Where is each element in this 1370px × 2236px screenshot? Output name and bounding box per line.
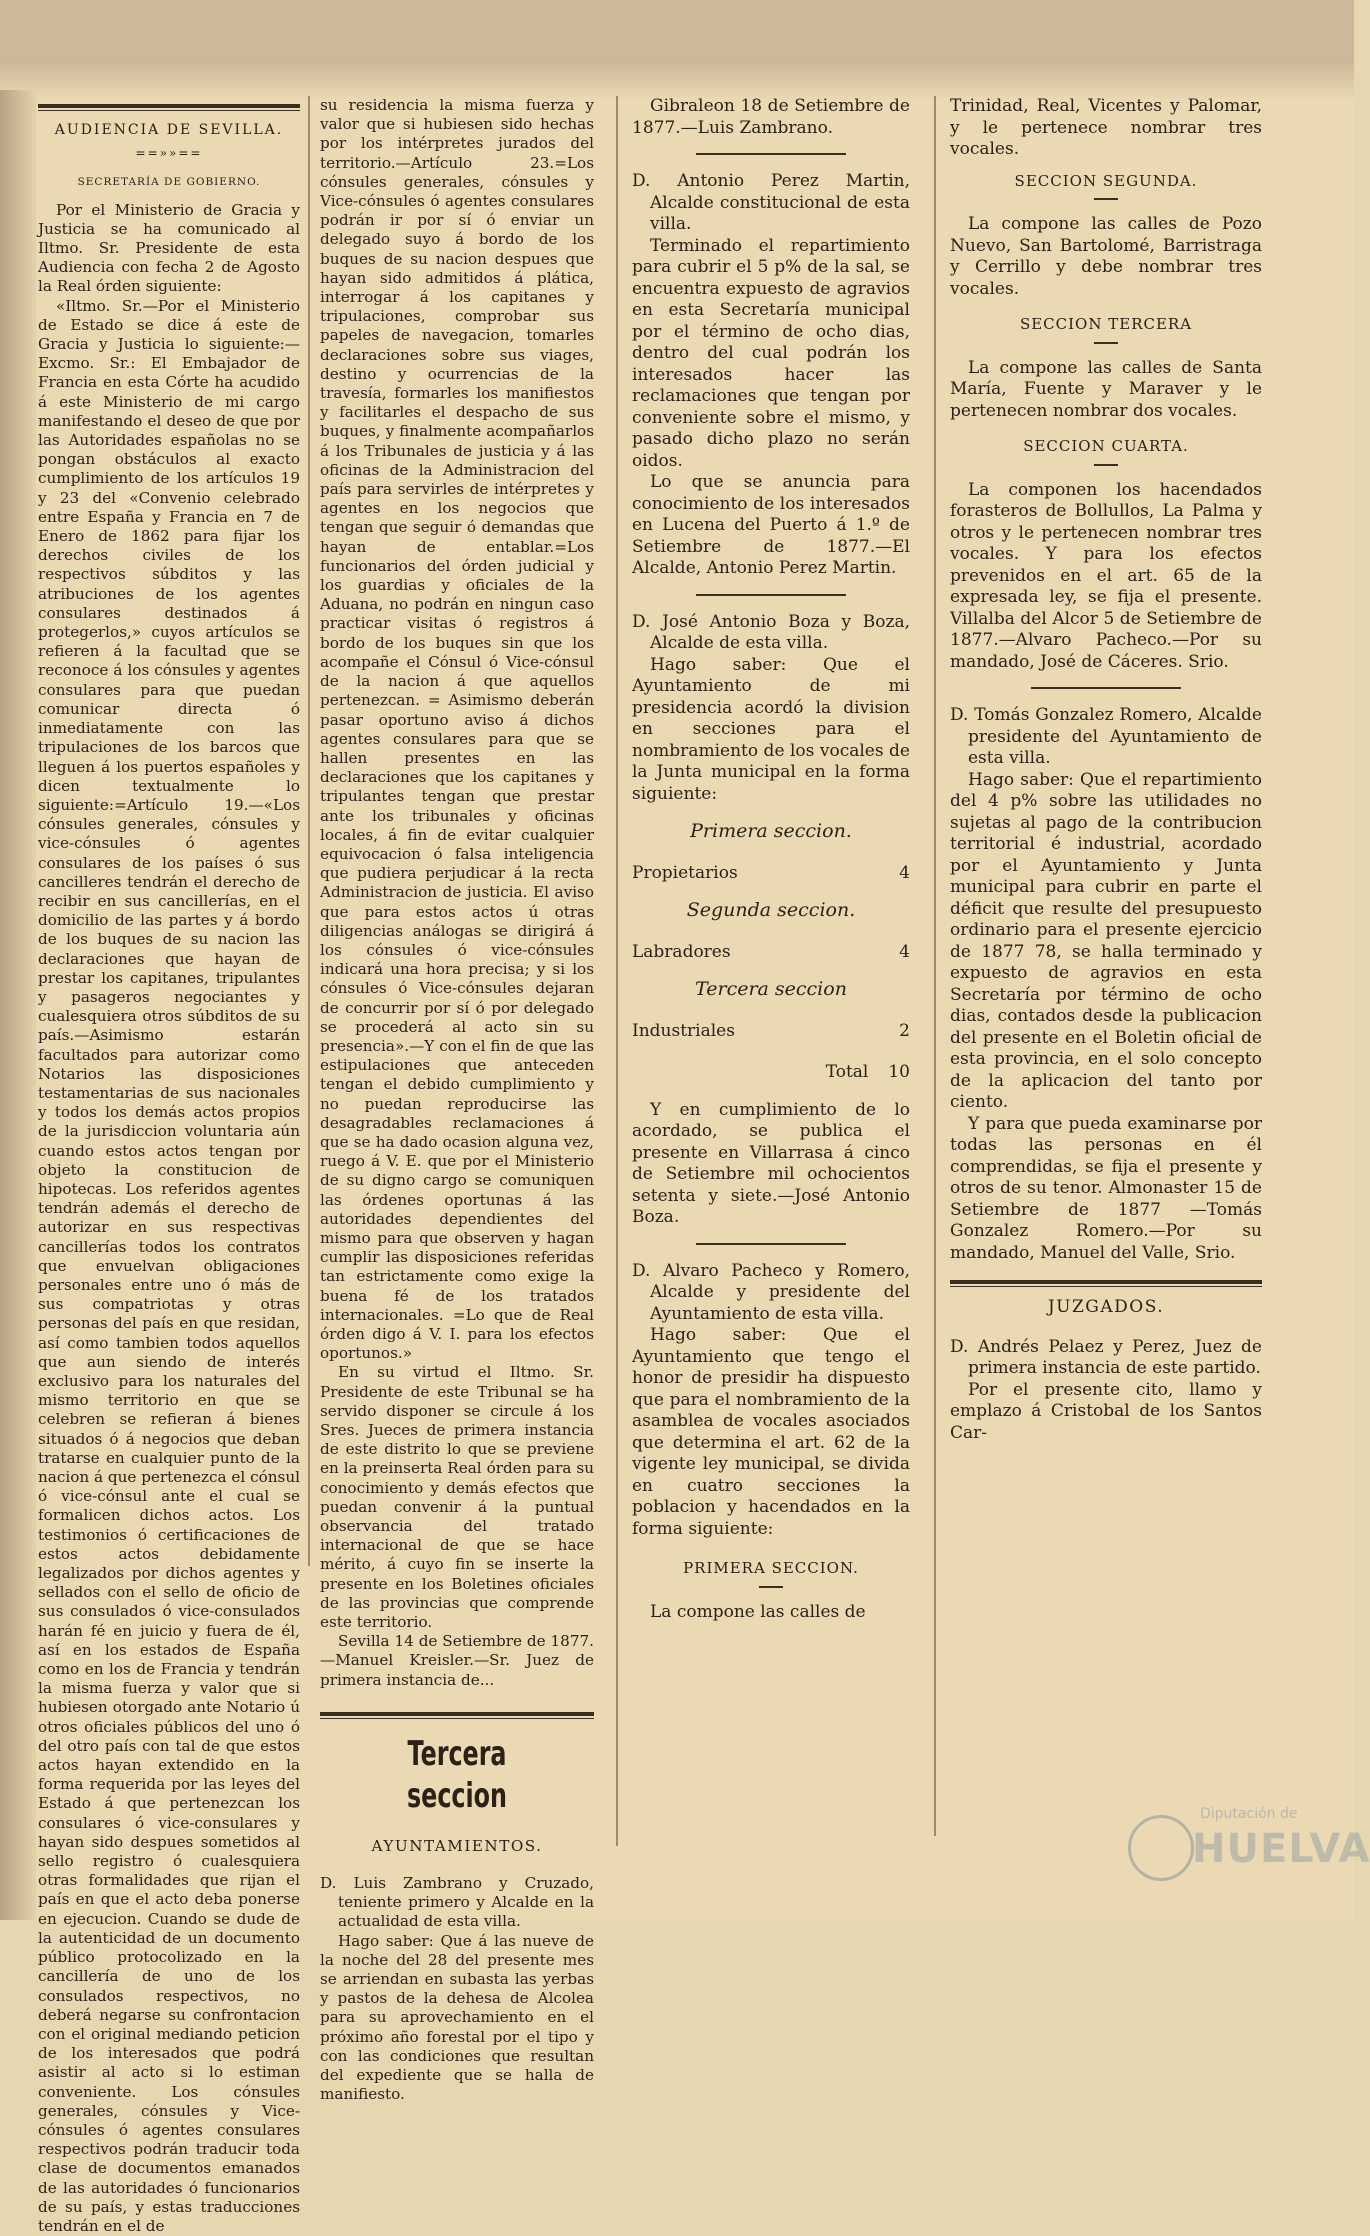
tercera-seccion-text: La compone las calles de Santa María, Fuente y Maraver y le pertenecen nombrar dos vocales. bbox=[950, 357, 1262, 421]
primera-seccion-continued: Trinidad, Real, Vicentes y Palomar, y le pertenece nombrar tres vocales. bbox=[950, 96, 1262, 159]
section-label: Labradores bbox=[632, 941, 731, 962]
title-ornament: ==»»== bbox=[135, 146, 203, 161]
segunda-seccion-text: La compone las calles de Pozo Nuevo, San Bartolomé, Barristraga y Cerrillo y debe nombrar tres vocales. bbox=[950, 214, 1262, 299]
juzgados-heading: JUZGADOS. bbox=[1047, 1297, 1165, 1317]
gonzalez-heading: D. Tomás Gonzalez Romero, Alcalde presidente del Ayuntamiento de esta villa. bbox=[950, 705, 1262, 768]
paper-shadow bbox=[0, 60, 1354, 100]
column-2 bbox=[320, 96, 594, 2104]
primera-seccion-heading: PRIMERA SECCION. bbox=[683, 1559, 859, 1577]
column-3 bbox=[632, 96, 910, 1911]
audiencia-title: AUDIENCIA DE SEVILLA. bbox=[54, 122, 284, 138]
heading-dash bbox=[1094, 198, 1118, 200]
top-rule-thin bbox=[38, 110, 300, 111]
section-label: Industriales bbox=[632, 1020, 735, 1041]
zambrano-notice: Hago saber: Que á las nueve de la noche del 28 del presente mes se arriendan en subasta las yerbas y pastos de la dehesa de Alcolea para su aprovechamiento en el próximo año forestal por el tipo y con las condiciones que resultan del expediente que se halla de manifiesto. bbox=[320, 1931, 594, 2104]
notice-separator bbox=[696, 153, 846, 155]
segunda-seccion-heading: SECCION SEGUNDA. bbox=[1014, 171, 1198, 190]
notice-separator bbox=[696, 1243, 846, 1245]
gonzalez-notice: Hago saber: Que el repartimiento del 4 p% sobre las utilidades no sujetas al pago de la contribucion territorial é industrial, acordado por el Ayuntamiento y Junta municipal para cubrir en parte el déficit que resulte del presupuesto ordinario para el presente ejercicio de 1877 78, se halla terminado y expuesto de agravios en esta Secretaría por término de ocho dias, contados desde la publicacion del presente en el Boletin oficial de esta provincia, en el solo concepto de la aplicacion del tanto por ciento. bbox=[950, 769, 1262, 1112]
pelaez-notice: Por el presente cito, llamo y emplazo á Cristobal de los Santos Car- bbox=[950, 1379, 1262, 1443]
section-row bbox=[632, 942, 910, 964]
column-rule bbox=[616, 96, 618, 1846]
primera-seccion-text: La compone las calles de bbox=[650, 1601, 866, 1622]
secretaria-subtitle: SECRETARÍA DE GOBIERNO. bbox=[77, 176, 261, 189]
section-title: Segunda seccion. bbox=[686, 899, 856, 921]
section-rule bbox=[320, 1712, 594, 1716]
section-rule-thin bbox=[950, 1286, 1262, 1287]
section-heading: Tercera seccion bbox=[407, 1733, 507, 1816]
section-value: 4 bbox=[899, 941, 910, 962]
gonzalez-closing: Y para que pueda examinarse por todas las personas en él comprendidas, se fija el presente y otros de su tenor. Almonaster 15 de Setiembre de 1877 —Tomás Gonzalez Romero.—Por su mandado, Manuel del Valle, Srio. bbox=[950, 1113, 1262, 1263]
seal-icon bbox=[1128, 1815, 1194, 1881]
section-row bbox=[632, 1021, 910, 1043]
section-title: Primera seccion. bbox=[690, 820, 852, 842]
audiencia-circular: En su virtud el Iltmo. Sr. Presidente de este Tribunal se ha servido disponer se circule á los Sres. Jueces de primera instancia de este distrito lo que se previene en la preinserta Real órden para su conocimiento y demás efectos que puedan convenir á la puntual observancia del tratado internacional de que se hace mérito, á cuyo fin se inserte la presente en los Boletines oficiales de las provincias que comprende este territorio. bbox=[320, 1363, 594, 1632]
zambrano-signature: Gibraleon 18 de Setiembre de 1877.—Luis Zambrano. bbox=[632, 96, 910, 138]
section-rule-thin bbox=[320, 1718, 594, 1719]
cuarta-seccion-text: La componen los hacendados forasteros de Bollullos, La Palma y otros y le pertenecen nombrar tres vocales. Y para los efectos prevenidos en el art. 65 de la expresada ley, se fija el presente. Villalba del Alcor 5 de Setiembre de 1877.—Alvaro Pacheco.—Por su mandado, José de Cáceres. Srio. bbox=[950, 479, 1262, 672]
watermark-small: Diputación de bbox=[1200, 1806, 1298, 1822]
heading-dash bbox=[1094, 342, 1118, 344]
perez-notice: Terminado el repartimiento para cubrir el 5 p% de la sal, se encuentra expuesto de agravios en esta Secretaría municipal por el término de ocho dias, dentro del cual podrán los interesados hacer las reclamaciones que tengan por conveniente sobre el mismo, y pasado dicho plazo no serán oidos. bbox=[632, 235, 910, 471]
audiencia-signature: Sevilla 14 de Setiembre de 1877.—Manuel Kreisler.—Sr. Juez de primera instancia de... bbox=[320, 1632, 594, 1689]
column-rule bbox=[934, 96, 936, 1836]
audiencia-intro: Por el Ministerio de Gracia y Justicia se ha comunicado al Iltmo. Sr. Presidente de esta Audiencia con fecha 2 de Agosto la Real órden siguiente: bbox=[38, 200, 300, 296]
notice-separator bbox=[696, 594, 846, 596]
ayuntamientos-heading: AYUNTAMIENTOS. bbox=[371, 1836, 543, 1855]
audiencia-body: «Iltmo. Sr.—Por el Ministerio de Estado se dice á este de Gracia y Justicia lo siguiente:—Excmo. Sr.: El Embajador de Francia en esta Córte ha acudido á este Ministerio de mi cargo manifestando el deseo de que por las Autoridades españolas no se pongan obstáculos al exacto cumplimiento de los artículos 19 y 23 del «Convenio celebrado entre España y Francia en 7 de Enero de 1862 para fijar los derechos civiles de los respectivos súbditos y las atribuciones de los agentes consulares destinados á protegerlos,» cuyos artículos se refieren á la facultad que se reconoce á los cónsules y agentes consulares para que puedan comunicar directa ó inmediatamente con las tripulaciones de los barcos que lleguen á los puertos españoles y dicen textualmente lo siguiente:=Artículo 19.—«Los cónsules generales, cónsules y vice-cónsules ó agentes consulares de los países ó sus cancilleres tendrán el derecho de recibir en sus cancillerías, en el domicilio de las partes y á bordo de los buques de su nacion las declaraciones que hayan de prestar los capitanes, tripulantes y pasageros negociantes y cualesquiera otros súbditos de su país.—Asimismo estarán facultados para autorizar como Notarios las disposiciones testamentarias de sus nacionales y todos los demás actos propios de la jurisdiccion voluntaria aún cuando estos actos tengan por objeto la constitucion de hipotecas. Los referidos agentes tendrán además el derecho de autorizar en sus respectivas cancillerías todos los contratos que envuelvan obligaciones personales entre uno ó más de sus compatriotas y otras personas del país en que residan, así como tambien todos aquellos que aun siendo de interés exclusivo para los naturales del mismo territorio en que se celebren se refieran á bienes situados ó á negocios que deban tratarse en cualquier punto de la nacion á que pertenezca el cónsul ó vice-cónsul ante el cual se formalicen dichos actos. Los testimonios ó certificaciones de estos actos debidamente legalizados por dichos agentes y sellados con el sello de oficio de sus consulados ó vice-consulados harán fé en juicio y fuera de él, así en los estados de España como en los de Francia y tendrán la misma fuerza y valor que si hubiesen otorgado ante Notario ú otros oficiales públicos del uno ó del otro país con tal de que estos actos hayan extendido en la forma requerida por las leyes del Estado á que pertenezcan los consulares ó vice-consulares y hayan sido despues sometidos al sello registro ó cualesquiera otras formalidades que rijan el país en que el acto deba ponerse en ejecucion. Cuando se dude de la autenticidad de un documento público protocolizado en la cancillería de uno de los consulados respectivos, no deberá negarse su confrontacion con el original mediando peticion de los interesados que podrá asistir al acto si lo estiman conveniente. Los cónsules generales, cónsules y Vice-cónsules ó agentes consulares respectivos podrán traducir toda clase de documentos emanados de las autoridades ó funcionarios de su país, y estas traducciones tendrán en el de bbox=[38, 296, 300, 2235]
section-title: Tercera seccion bbox=[695, 978, 847, 1000]
total-label: Total bbox=[825, 1062, 869, 1082]
audiencia-continued: su residencia la misma fuerza y valor que si hubiesen sido hechas por los intérpretes jurados del territorio.—Artículo 23.=Los cónsules generales, cónsules y Vice-cónsules ó agentes consulares podrán ir por sí ó enviar un delegado suyo á bordo de los buques de su nacion despues que hayan sido admitidos á plática, interrogar á los capitanes y tripulaciones, comprobar sus papeles de navegacion, tomarles declaraciones sobre sus viages, destino y ocurrencias de la travesía, formarles los manifiestos y facilitarles el despacho de sus buques, y finalmente acompañarlos á los Tribunales de justicia y á las oficinas de la Administracion del país para servirles de intérpretes y agentes en los negocios que tengan que seguir ó demandas que hayan de entablar.=Los funcionarios del órden judicial y los guardias y oficiales de la Aduana, no podrán en ningun caso practicar visitas ó registros á bordo de los buques sin que los acompañe el Cónsul ó Vice-cónsul de la nacion á que aquellos pertenezcan. = Asimismo deberán pasar oportuno aviso á dichos agentes consulares para que se hallen presentes en las declaraciones que los capitanes y tripulantes tengan que prestar ante los tribunales y oficinas locales, á fin de evitar cualquier equivocacion ó falsa inteligencia que pudiera perjudicar á la recta Administracion de justicia. El aviso que para estos actos ú otras diligencias análogas se dirigirá á los cónsules ó vice-cónsules indicará una hora precisa; y si los cónsules ó Vice-cónsules dejaran de concurrir por sí ó por delegado se procederá al acto sin su presencia».—Y con el fin de que las estipulaciones que anteceden tengan el debido cumplimiento y no puedan reproducirse las desagradables reclamaciones á que se ha dado ocasion alguna vez, ruego á V. E. que por el Ministerio de su digno cargo se comuniquen las órdenes oportunas á las autoridades dependientes del mismo para que observen y hagan cumplir las disposiciones referidas tan estrictamente como exige la buena fé de los tratados internacionales. =Lo que de Real órden digo á V. I. para los efectos oportunos.» bbox=[320, 96, 594, 1363]
heading-dash bbox=[759, 1586, 783, 1588]
total-row bbox=[632, 1062, 910, 1084]
watermark: HUELVA bbox=[1192, 1826, 1370, 1872]
section-value: 4 bbox=[899, 862, 910, 883]
section-value: 2 bbox=[899, 1020, 910, 1041]
column-1 bbox=[38, 96, 300, 2235]
notice-separator bbox=[1031, 687, 1181, 689]
binding-shadow bbox=[0, 90, 36, 1920]
pacheco-heading: D. Alvaro Pacheco y Romero, Alcalde y presidente del Ayuntamiento de esta villa. bbox=[632, 1260, 910, 1324]
boza-heading: D. José Antonio Boza y Boza, Alcalde de esta villa. bbox=[632, 611, 910, 653]
pacheco-notice: Hago saber: Que el Ayuntamiento que tengo el honor de presidir ha dispuesto que para el nombramiento de la asamblea de vocales asociados que determina el art. 62 de la vigente ley municipal, se divida en cuatro secciones la poblacion y hacendados en la forma siguiente: bbox=[632, 1325, 910, 1539]
perez-heading: D. Antonio Perez Martin, Alcalde constitucional de esta villa. bbox=[632, 171, 910, 234]
total-value: 10 bbox=[888, 1062, 910, 1082]
heading-dash bbox=[1094, 464, 1118, 466]
perez-closing: Lo que se anuncia para conocimiento de los interesados en Lucena del Puerto á 1.º de Setiembre de 1877.—El Alcalde, Antonio Perez Martin. bbox=[632, 472, 910, 578]
section-label: Propietarios bbox=[632, 862, 738, 883]
boza-notice: Hago saber: Que el Ayuntamiento de mi presidencia acordó la division en secciones para el nombramiento de los vocales de la Junta municipal en la forma siguiente: bbox=[632, 654, 910, 804]
cuarta-seccion-heading: SECCION CUARTA. bbox=[1023, 437, 1189, 455]
boza-closing: Y en cumplimiento de lo acordado, se publica el presente en Villarrasa á cinco de Setiembre mil ochocientos setenta y siete.—José Antonio Boza. bbox=[632, 1099, 910, 1227]
section-rule bbox=[950, 1280, 1262, 1284]
tercera-seccion-heading: SECCION TERCERA bbox=[1019, 315, 1193, 333]
section-row bbox=[632, 863, 910, 885]
column-rule bbox=[308, 96, 310, 1566]
top-rule bbox=[38, 104, 300, 108]
column-4 bbox=[950, 96, 1262, 1911]
pelaez-heading: D. Andrés Pelaez y Perez, Juez de primera instancia de este partido. bbox=[950, 1336, 1262, 1378]
zambrano-heading: D. Luis Zambrano y Cruzado, teniente primero y Alcalde en la actualidad de esta villa. bbox=[320, 1874, 594, 1931]
